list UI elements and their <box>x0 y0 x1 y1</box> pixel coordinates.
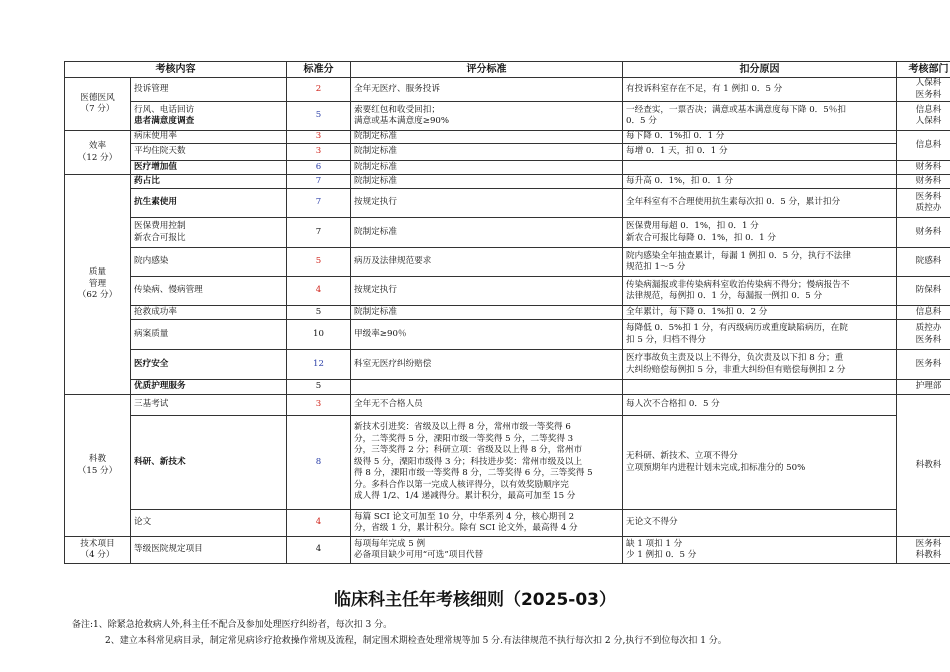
dept: 护理部 <box>897 380 950 395</box>
standard: 院制定标准 <box>351 144 623 161</box>
reason: 每增 0．1 天，扣 0．1 分 <box>623 144 897 161</box>
standard: 新技术引进奖：省级及以上得 8 分，常州市级一等奖得 6 分，二等奖得 5 分，溧阳市级一等奖得 5 分，二等奖得 3 分，三等奖得 2 分；科研立项：省级及以上得 8 分，常州市 级得 5 分，溧阳市级得 3 分；科技进步奖：常州市级及以上 得 8 分，溧阳市级一等奖得 8 分，二等奖得 6 分，三等奖得 5 分。多科合作以第一完成人核评得分，以有效奖励顺序完 成人得 1/2、1/4 递减得分。累计积分，最高可加至 15 分 <box>351 416 623 510</box>
table-row <box>65 131 950 144</box>
reason: 无论文不得分 <box>623 510 897 537</box>
item: 科研、新技术 <box>131 416 287 510</box>
item: 抗生素使用 <box>131 189 287 218</box>
item <box>131 102 287 131</box>
table-row <box>65 350 950 380</box>
standard: 院制定标准 <box>351 218 623 248</box>
item: 优质护理服务 <box>131 380 287 395</box>
item: 论文 <box>131 510 287 537</box>
score: 3 <box>287 395 351 416</box>
table-row <box>65 189 950 218</box>
standard: 每篇 SCI 论文可加至 10 分，中华系列 4 分，核心期刊 2 分，省级 1 分，累计积分。除有 SCI 论文外，最高得 4 分 <box>351 510 623 537</box>
table-row <box>65 416 950 510</box>
item: 三基考试 <box>131 395 287 416</box>
table-row <box>65 78 950 102</box>
item: 医保费用控制 新农合可报比 <box>131 218 287 248</box>
reason: 无科研、新技术、立项不得分 立项预期年内进程计划未完成,扣标准分的 50% <box>623 416 897 510</box>
reason: 院内感染全年抽查累计，每漏 1 例扣 0．5 分，执行不法律 规范扣 1～5 分 <box>623 248 897 277</box>
table-row <box>65 380 950 395</box>
assessment-table <box>64 61 950 564</box>
standard: 甲级率≥90％ <box>351 320 623 350</box>
dept: 信息科 <box>897 131 950 161</box>
standard: 科室无医疗纠纷赔偿 <box>351 350 623 380</box>
score: 7 <box>287 189 351 218</box>
score: 5 <box>287 380 351 395</box>
group-tech: 技术项目 （4 分） <box>65 537 131 564</box>
dept: 医务科 科教科 <box>897 537 950 564</box>
table-row <box>65 102 950 131</box>
table-row <box>65 510 950 537</box>
standard: 院制定标准 <box>351 161 623 175</box>
score: 7 <box>287 218 351 248</box>
reason: 一经查实，一票否决；满意或基本满意度每下降 0．5％扣 0．5 分 <box>623 102 897 131</box>
table-row <box>65 218 950 248</box>
reason: 医疗事故负主责及以上不得分，负次责及以下扣 8 分；重 大纠纷赔偿每例扣 5 分，非重大纠纷但有赔偿每例扣 2 分 <box>623 350 897 380</box>
dept: 人保科 医务科 <box>897 78 950 102</box>
reason: 传染病漏报或非传染病科室收治传染病不得分；慢病报告不 法律规范，每例扣 0．1 分，每漏报一例扣 0．5 分 <box>623 277 897 306</box>
reason: 每下降 0．1%扣 0．1 分 <box>623 131 897 144</box>
dept: 科教科 <box>897 395 950 537</box>
score: 4 <box>287 277 351 306</box>
item: 病案质量 <box>131 320 287 350</box>
standard: 每项每年完成 5 例 必备项目缺少可用“可选”项目代替 <box>351 537 623 564</box>
group-quality: 质量 管理 （62 分） <box>65 175 131 395</box>
standard: 全年无不合格人员 <box>351 395 623 416</box>
reason: 医保费用每超 0．1%，扣 0．1 分 新农合可报比每降 0．1%，扣 0．1 分 <box>623 218 897 248</box>
item: 医疗安全 <box>131 350 287 380</box>
table-row <box>65 144 950 161</box>
dept: 信息科 <box>897 306 950 320</box>
reason: 缺 1 项扣 1 分 少 1 例扣 0．5 分 <box>623 537 897 564</box>
header-reason: 扣分原因 <box>623 62 897 78</box>
score: 6 <box>287 161 351 175</box>
reason: 每降低 0．5%扣 1 分，有丙级病历或重度缺陷病历，在院 扣 5 分，归档不得分 <box>623 320 897 350</box>
score: 3 <box>287 144 351 161</box>
group-ethics: 医德医风 （7 分） <box>65 78 131 131</box>
score: 5 <box>287 102 351 131</box>
standard: 病历及法律规范要求 <box>351 248 623 277</box>
item: 病床使用率 <box>131 131 287 144</box>
group-efficiency: 效率 （12 分） <box>65 131 131 175</box>
dept: 信息科 人保科 <box>897 102 950 131</box>
header-score: 标准分 <box>287 62 351 78</box>
standard: 按规定执行 <box>351 189 623 218</box>
standard: 院制定标准 <box>351 131 623 144</box>
standard: 院制定标准 <box>351 175 623 189</box>
item: 平均住院天数 <box>131 144 287 161</box>
reason <box>623 380 897 395</box>
table-header-row <box>65 62 950 78</box>
dept: 医务科 <box>897 350 950 380</box>
item: 院内感染 <box>131 248 287 277</box>
reason: 全年累计，每下降 0．1%扣 0．2 分 <box>623 306 897 320</box>
group-science: 科教 （15 分） <box>65 395 131 537</box>
score: 3 <box>287 131 351 144</box>
score: 5 <box>287 306 351 320</box>
score: 12 <box>287 350 351 380</box>
score: 10 <box>287 320 351 350</box>
item: 医疗增加值 <box>131 161 287 175</box>
item: 药占比 <box>131 175 287 189</box>
item: 传染病、慢病管理 <box>131 277 287 306</box>
reason: 有投诉科室存在不足，有 1 例扣 0．5 分 <box>623 78 897 102</box>
item: 抢救成功率 <box>131 306 287 320</box>
dept: 院感科 <box>897 248 950 277</box>
dept: 质控办 医务科 <box>897 320 950 350</box>
header-dept: 考核部门 <box>897 62 950 78</box>
dept: 财务科 <box>897 175 950 189</box>
reason: 每升高 0．1%，扣 0．1 分 <box>623 175 897 189</box>
table-row <box>65 175 950 189</box>
item-bold: 患者满意度调查 <box>134 116 195 126</box>
table-row <box>65 537 950 564</box>
dept: 防保科 <box>897 277 950 306</box>
item-line: 行风、电话回访 <box>134 104 195 115</box>
header-standard: 评分标准 <box>351 62 623 78</box>
table-row <box>65 320 950 350</box>
score: 7 <box>287 175 351 189</box>
score: 5 <box>287 248 351 277</box>
reason: 每人次不合格扣 0．5 分 <box>623 395 897 416</box>
standard: 按规定执行 <box>351 277 623 306</box>
document-title: 临床科主任年考核细则（2025-03） <box>333 590 617 610</box>
dept: 财务科 <box>897 218 950 248</box>
header-content: 考核内容 <box>65 62 287 78</box>
standard: 院制定标准 <box>351 306 623 320</box>
table-row <box>65 395 950 416</box>
score: 4 <box>287 510 351 537</box>
score: 4 <box>287 537 351 564</box>
table-row <box>65 161 950 175</box>
item: 投诉管理 <box>131 78 287 102</box>
item: 等级医院规定项目 <box>131 537 287 564</box>
reason: 全年科室有不合理使用抗生素每次扣 0．5 分，累计扣分 <box>623 189 897 218</box>
score: 2 <box>287 78 351 102</box>
table-row <box>65 248 950 277</box>
standard <box>351 380 623 395</box>
note-2: 2、建立本科常见病目录，制定常见病诊疗抢救操作常规及流程，制定围术期检查处理常规等加 5 分.有法律规范不执行每次扣 2 分,执行不到位每次扣 1 分。 <box>105 636 727 646</box>
reason <box>623 161 897 175</box>
standard: 全年无医疗、服务投诉 <box>351 78 623 102</box>
dept: 医务科 质控办 <box>897 189 950 218</box>
standard: 索要红包和收受回扣； 满意或基本满意度≥90% <box>351 102 623 131</box>
dept: 财务科 <box>897 161 950 175</box>
score: 8 <box>287 416 351 510</box>
table-row <box>65 277 950 306</box>
table-row <box>65 306 950 320</box>
note-1: 备注:1、除紧急抢救病人外,科主任不配合及参加处理医疗纠纷者，每次扣 3 分。 <box>72 620 393 630</box>
